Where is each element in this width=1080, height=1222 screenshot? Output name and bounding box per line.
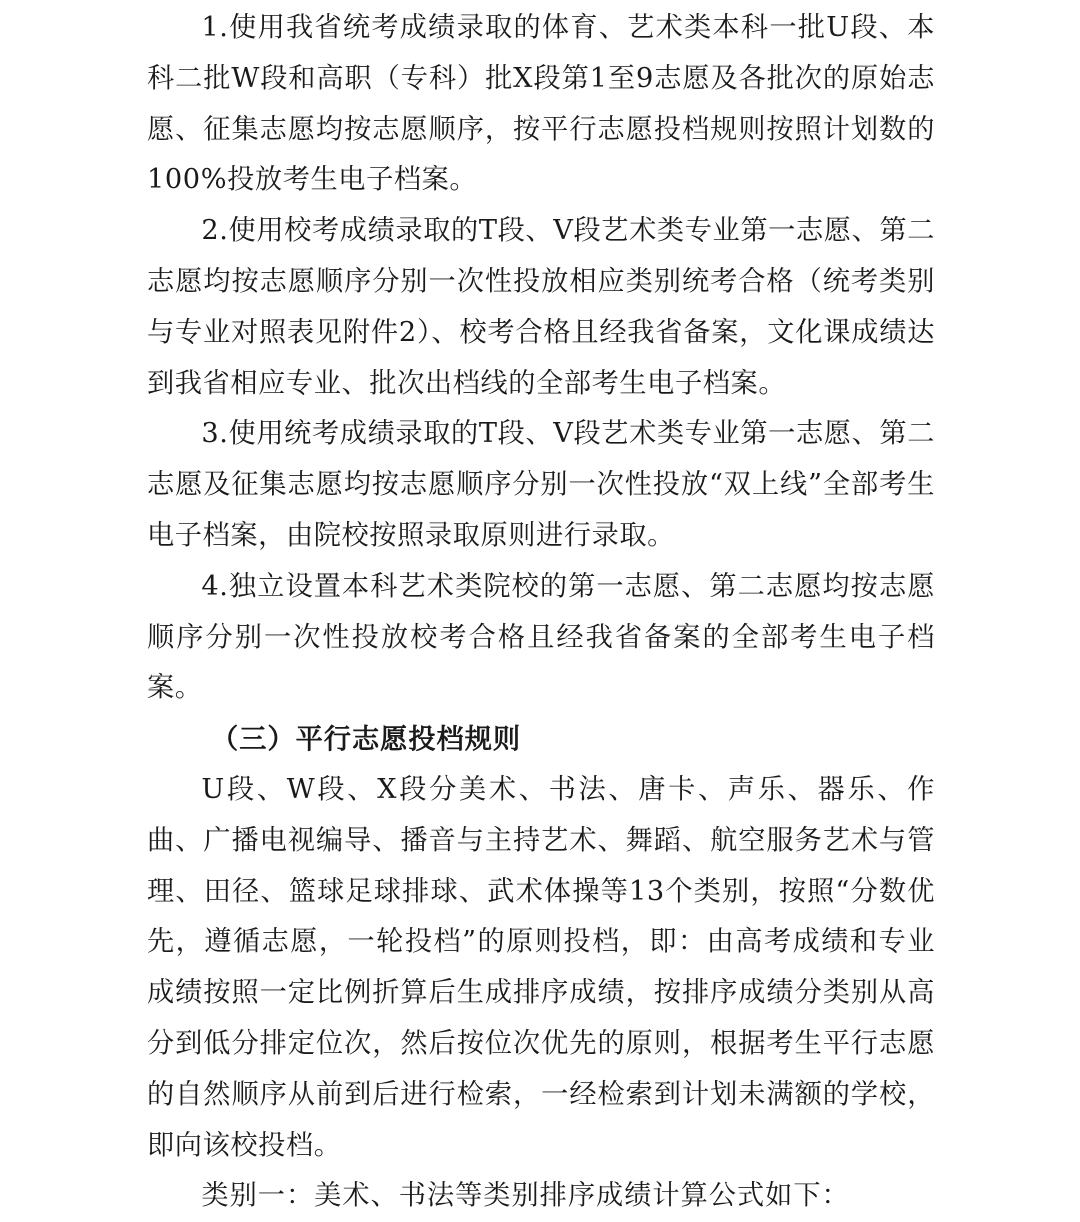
paragraph-rule-4: 4.独立设置本科艺术类院校的第一志愿、第二志愿均按志愿顺序分别一次性投放校考合格且经我省备案的全部考生电子档案。 [147, 570, 935, 704]
paragraph-rule-2: 2.使用校考成绩录取的T段、V段艺术类专业第一志愿、第二志愿均按志愿顺序分别一次性投放相应类别统考合格（统考类别与专业对照表见附件2）、校考合格且经我省备案，文化课成绩达到我省相应专业、批次出档线的全部考生电子档案。 [147, 215, 935, 399]
paragraph-rule-3: 3.使用统考成绩录取的T段、V段艺术类专业第一志愿、第二志愿及征集志愿均按志愿顺序分别一次性投放“双上线”全部考生电子档案，由院校按照录取原则进行录取。 [147, 418, 935, 551]
document-body [147, 3, 935, 1222]
section-heading: （三）平行志愿投档规则 [211, 723, 522, 756]
paragraph-category-one: 类别一：美术、书法等类别排序成绩计算公式如下： [201, 1180, 850, 1212]
paragraph-rule-1: 1.使用我省统考成绩录取的体育、艺术类本科一批U段、本科二批W段和高职（专科）批X段第1至9志愿及各批次的原始志愿、征集志愿均按志愿顺序，按平行志愿投档规则按照计划数的100%投放考生电子档案。 [147, 12, 935, 196]
paragraph-parallel-rules: U段、W段、X段分美术、书法、唐卡、声乐、器乐、作曲、广播电视编导、播音与主持艺术、舞蹈、航空服务艺术与管理、田径、篮球足球排球、武术体操等13个类别，按照“分数优先，遵循志愿，一轮投档”的原则投档，即：由高考成绩和专业成绩按照一定比例折算后生成排序成绩，按排序成绩分类别从高分到低分排定位次，然后按位次优先的原则，根据考生平行志愿的自然顺序从前到后进行检索，一经检索到计划未满额的学校，即向该校投档。 [147, 773, 935, 1161]
